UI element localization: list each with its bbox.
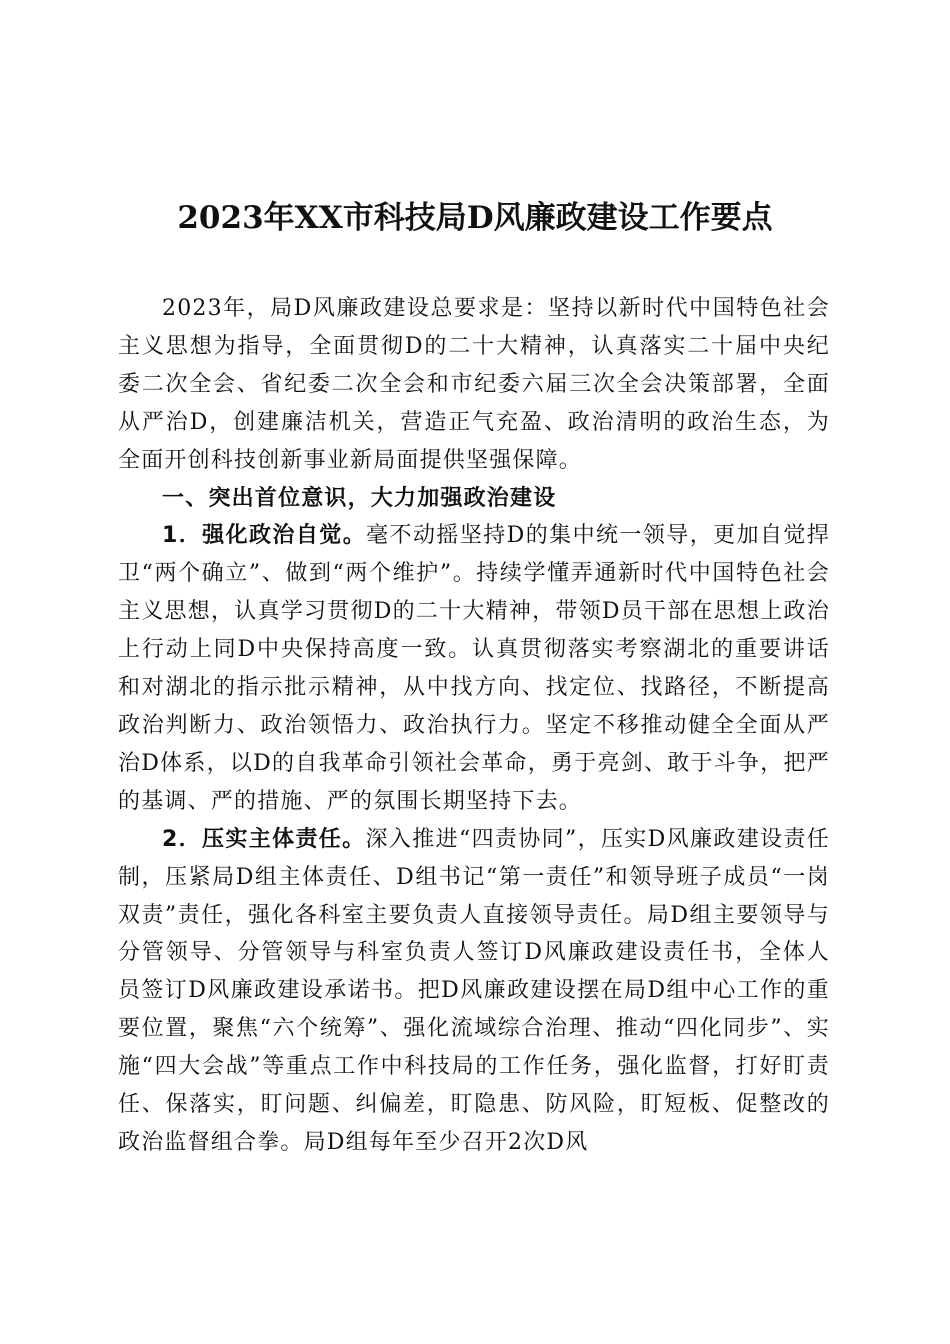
item-text: 深入推进“四责协同”，压实D风廉政建设责任制，压紧局D组主体责任、D组书记“第一责任”和领导班子成员“一岗双责”责任，强化各科室主要负责人直接领导责任。局D组主要领导与分管领导、分管领导与科室负责人签订D风廉政建设责任书，全体人员签订D风廉政建设承诺书。把D风廉政建设摆在局D组中心工作的重要位置，聚焦“六个统筹”、强化流域综合治理、推动“四化同步”、实施“四大会战”等重点工作中科技局的工作任务，强化监督，打好盯责任、保落实，盯问题、纠偏差，盯隐患、防风险，盯短板、促整改的政治监督组合拳。局D组每年至少召开2次D风 (118, 826, 831, 1155)
intro-paragraph: 2023年，局D风廉政建设总要求是：坚持以新时代中国特色社会主义思想为指导，全面贯彻D的二十大精神，认真落实二十届中央纪委二次全会、省纪委二次全会和市纪委六届三次全会决策部署，全面从严治D，创建廉洁机关，营造正气充盈、政治清明的政治生态，为全面开创科技创新事业新局面提供坚强保障。 (118, 296, 830, 473)
item-lead: 2．压实主体责任。 (162, 826, 366, 852)
item-paragraph-1 (118, 517, 830, 820)
item-lead: 1．强化政治自觉。 (162, 523, 367, 549)
document-body (118, 290, 830, 1162)
item-text: 毫不动摇坚持D的集中统一领导，更加自觉捍卫“两个确立”、做到“两个维护”。持续学懂弄通新时代中国特色社会主义思想，认真学习贯彻D的二十大精神，带领D员干部在思想上政治上行动上同D中央保持高度一致。认真贯彻落实考察湖北的重要讲话和对湖北的指示批示精神，从中找方向、找定位、找路径，不断提高政治判断力、政治领悟力、政治执行力。坚定不移推动健全全面从严治D体系，以D的自我革命引领社会革命，勇于亮剑、敢于斗争，把严的基调、严的措施、严的氛围长期坚持下去。 (118, 523, 831, 814)
section-heading: 一、突出首位意识，大力加强政治建设 (162, 485, 557, 511)
item-paragraph-2 (118, 821, 830, 1162)
document-title: 2023年XX市科技局D风廉政建设工作要点 (177, 200, 773, 236)
